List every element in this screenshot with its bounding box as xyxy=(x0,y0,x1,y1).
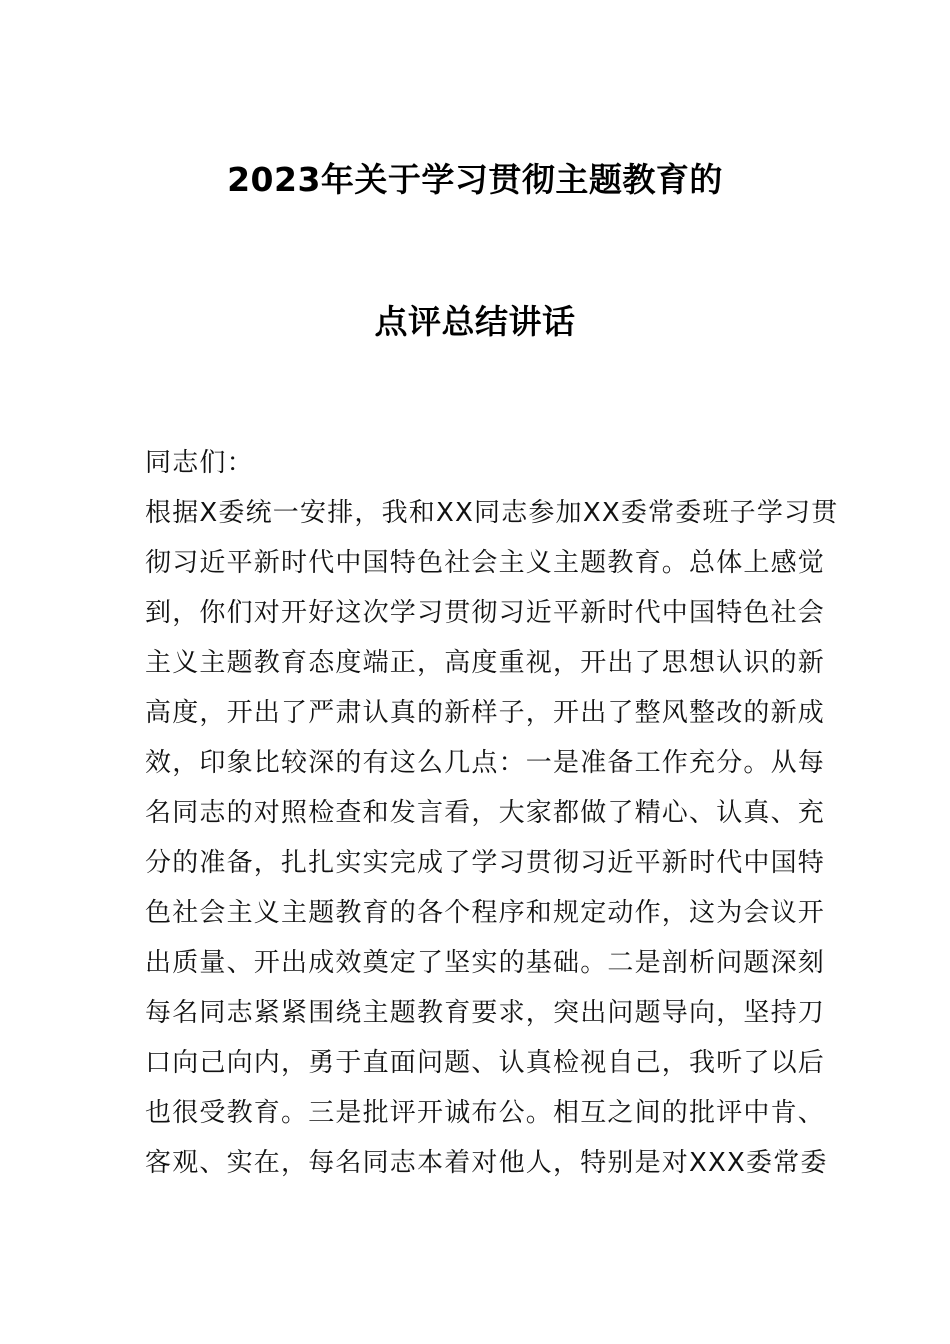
body-line: 客观、实在，每名同志本着对他人，特别是对XXX委常委 xyxy=(145,1148,828,1178)
body-line: 分的准备，扎扎实实完成了学习贯彻习近平新时代中国特 xyxy=(145,848,826,878)
salutation: 同志们： xyxy=(145,448,254,478)
body-line: 名同志的对照检查和发言看，大家都做了精心、认真、充 xyxy=(145,798,826,828)
document-title-line-2: 点评总结讲话 xyxy=(374,302,576,341)
body-line: 出质量、开出成效奠定了坚实的基础。二是剖析问题深刻 xyxy=(145,948,826,978)
body-line: 效，印象比较深的有这么几点：一是准备工作充分。从每 xyxy=(145,748,826,778)
body-line: 到，你们对开好这次学习贯彻习近平新时代中国特色社会 xyxy=(145,598,826,628)
document-title-line-1: 2023年关于学习贯彻主题教育的 xyxy=(227,160,723,199)
document-body xyxy=(145,443,839,1193)
body-line: 口向己向内，勇于直面问题、认真检视自己，我听了以后 xyxy=(145,1048,826,1078)
body-line: 每名同志紧紧围绕主题教育要求，突出问题导向，坚持刀 xyxy=(145,998,826,1028)
body-line: 色社会主义主题教育的各个程序和规定动作，这为会议开 xyxy=(145,898,826,928)
body-line: 也很受教育。三是批评开诚布公。相互之间的批评中肯、 xyxy=(145,1098,826,1128)
body-line: 高度，开出了严肃认真的新样子，开出了整风整改的新成 xyxy=(145,698,826,728)
body-line: 根据X委统一安排，我和XX同志参加XX委常委班子学习贯 xyxy=(145,498,839,528)
body-line: 彻习近平新时代中国特色社会主义主题教育。总体上感觉 xyxy=(145,548,826,578)
body-line: 主义主题教育态度端正，高度重视，开出了思想认识的新 xyxy=(145,648,826,678)
